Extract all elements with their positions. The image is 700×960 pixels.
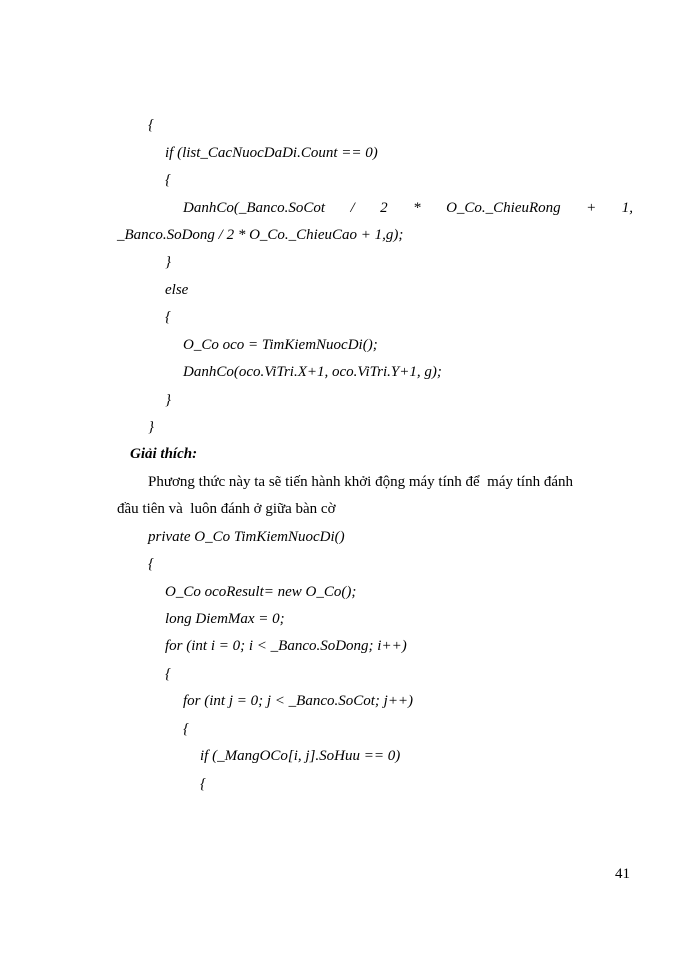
code-line: for (int i = 0; i < _Banco.SoDong; i++) <box>165 638 407 654</box>
section-heading: Giải thích: <box>130 446 198 462</box>
code-token: 1, <box>621 200 633 216</box>
code-line: } <box>165 392 171 408</box>
code-line: _Banco.SoDong / 2 * O_Co._ChieuCao + 1,g); <box>117 227 404 243</box>
code-line: } <box>148 419 154 435</box>
code-token: / <box>350 200 355 216</box>
code-line: O_Co oco = TimKiemNuocDi(); <box>183 337 378 353</box>
page-number: 41 <box>615 866 630 882</box>
code-line: if (_MangOCo[i, j].SoHuu == 0) <box>200 748 401 764</box>
code-line: } <box>165 254 171 270</box>
code-line: { <box>148 117 154 133</box>
code-line: private O_Co TimKiemNuocDi() <box>148 529 345 545</box>
code-line: { <box>183 721 189 737</box>
code-line: long DiemMax = 0; <box>165 611 285 627</box>
code-line-justified <box>183 199 633 217</box>
code-line: if (list_CacNuocDaDi.Count == 0) <box>165 145 378 161</box>
code-token: * <box>413 200 421 216</box>
code-line: { <box>165 309 171 325</box>
paragraph-line: đầu tiên và luôn đánh ở giữa bàn cờ <box>117 501 336 517</box>
code-line: DanhCo(oco.ViTri.X+1, oco.ViTri.Y+1, g); <box>183 364 442 380</box>
code-token: DanhCo(_Banco.SoCot <box>183 200 326 216</box>
code-token: + <box>586 200 597 216</box>
paragraph-line: Phương thức này ta sẽ tiến hành khởi động máy tính để máy tính đánh <box>148 474 573 490</box>
code-line: for (int j = 0; j < _Banco.SoCot; j++) <box>183 693 414 709</box>
code-line: { <box>148 556 154 572</box>
code-line: { <box>165 666 171 682</box>
code-token: 2 <box>380 200 388 216</box>
code-line: { <box>200 776 206 792</box>
code-token: O_Co._ChieuRong <box>446 200 561 216</box>
code-line: else <box>165 282 189 298</box>
code-line: O_Co ocoResult= new O_Co(); <box>165 584 357 600</box>
code-line: { <box>165 172 171 188</box>
